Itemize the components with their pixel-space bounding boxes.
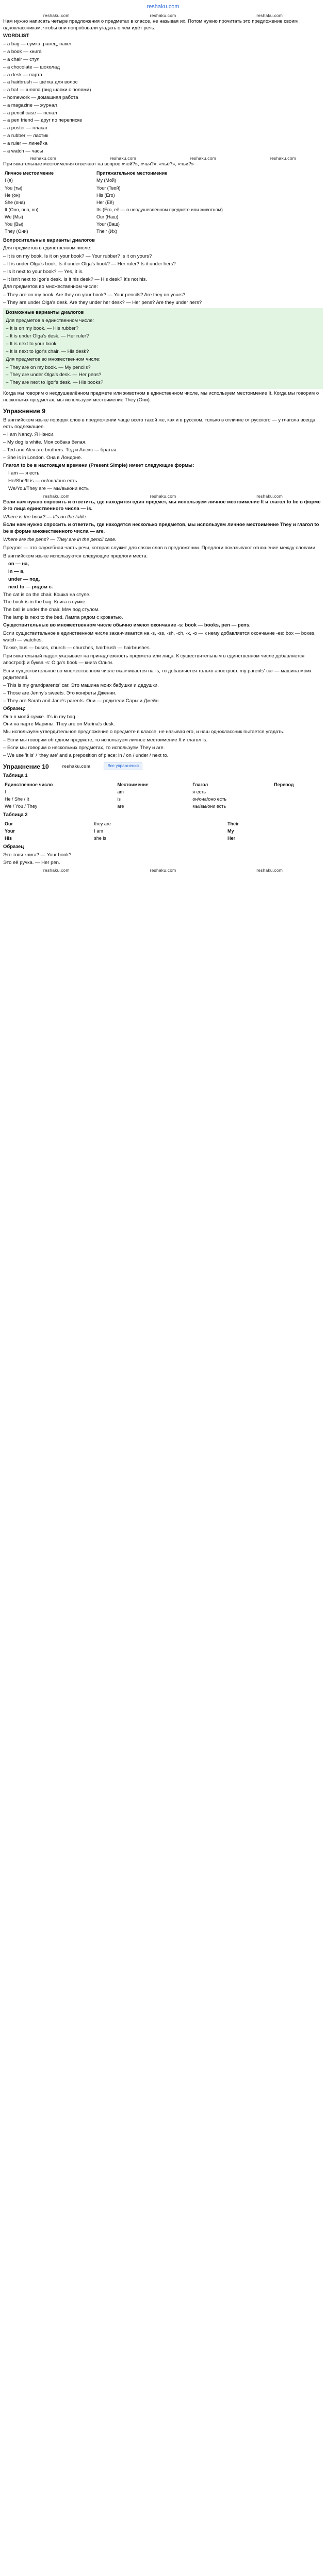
section-text: The ball is under the chair. Мяч под стулом.: [3, 607, 100, 613]
table-cell: Her: [227, 836, 235, 841]
table-cell: Личное местоимение: [5, 171, 54, 176]
section-text: Мы используем утвердительное предложение о предмете в классе, не называя его, и наш одноклассник пытается угадать.: [3, 729, 285, 735]
section-text: Образец:: [3, 705, 26, 711]
table-cell: Our: [5, 821, 13, 826]
table-cell: is: [117, 796, 121, 802]
possessives-intro: Притяжательные местоимения отвечают на вопрос «чей?», «чья?», «чьё?», «чьи?»: [3, 161, 194, 167]
section-text: Также, bus — buses, church — churches, hairbrush — hairbrushes.: [3, 645, 151, 651]
table-cell: Your: [5, 828, 15, 834]
section-text: The cat is on the chair. Кошка на стуле.: [3, 591, 91, 598]
example-line: – My dog is white. Моя собака белая.: [3, 439, 323, 446]
section-text: – They are Sarah and Jane's parents. Они — родители Сары и Джейн.: [3, 698, 323, 705]
table-heading: Таблица 1: [3, 772, 28, 778]
section-text: in — в,: [8, 569, 25, 575]
section-text: Притяжательный падеж указывает на принадлежность предмета или лица. К существительным в единственном числе добавляется апостроф и буква -s: Olga's book — книга Ольги.: [3, 653, 305, 666]
dialogue-line: – It is under Olga's desk. — Her ruler?: [6, 333, 320, 340]
form-line: He/She/It is — он/она/оно есть: [8, 478, 77, 484]
watermark: reshaku.com: [30, 156, 56, 161]
table-cell: Her (Её): [96, 199, 115, 205]
section-text: The lamp is next to the bed. Лампа рядом с кроватью.: [3, 615, 123, 621]
wordlist-item: – a hat — шляпа (вид шапки с полями): [3, 87, 323, 94]
section-text: Если нам нужно спросить и ответить, где находится один предмет, мы используем личное местоимение It и глагол to be в форме 3-го лица единственного числа — is.: [3, 499, 321, 512]
dialogue-line: – It is on my book. — His rubber?: [6, 326, 320, 332]
exercise-title: Упражнение 10: [3, 762, 49, 770]
table-cell: Глагол: [192, 782, 208, 787]
watermark: reshaku.com: [270, 156, 296, 161]
exercise-text: В английском языке порядок слов в предложении чаще всего такой же, как и в русском, только в отличие от русского — у глагола всегда есть подлежащее.: [3, 417, 316, 430]
section-text: Она в моей сумке. It's in my bag.: [3, 714, 77, 720]
table-row: [3, 795, 323, 803]
form-line: We/You/They are — мы/вы/они есть: [8, 486, 89, 492]
section-text: Если нам нужно спросить и ответить, где находятся несколько предметов, мы используем личное местоимение They и глагол to be в форме множественного числа — are.: [3, 522, 319, 535]
wordlist-item: – a rubber — ластик: [3, 133, 323, 140]
site-header[interactable]: reshaku.com: [146, 4, 180, 10]
watermark-row: [3, 13, 323, 19]
wordlist-item: – a pen friend — друг по переписке: [3, 117, 323, 124]
be-forms-table: [3, 781, 323, 810]
wordlist-item: – homework — домашняя работа: [3, 95, 323, 101]
possessives-table: [3, 170, 323, 235]
dialogue-line: – They are next to Igor's desk. — His books?: [6, 380, 320, 386]
table-cell: Our (Наш): [96, 214, 119, 220]
table-row: [3, 788, 323, 795]
table-cell: am: [117, 789, 124, 794]
section-text: В английском языке используются следующие предлоги места:: [3, 553, 148, 559]
table-cell: My (Мой): [96, 178, 117, 183]
section-text: next to — рядом с.: [8, 584, 53, 590]
exercise-title: Упражнение 9: [3, 407, 45, 415]
section-text: The book is in the bag. Книга в сумке.: [3, 599, 87, 605]
table-row: [3, 199, 323, 206]
table-cell: Your (Твой): [96, 185, 121, 191]
wordlist-heading: WORDLIST: [3, 33, 29, 39]
section-text: Они на парте Марины. They are on Marina's desk.: [3, 721, 115, 727]
table-cell: She (она): [5, 199, 25, 205]
section-text: Если существительное во множественном числе оканчивается на -s, то добавляется только апостроф: my parents' car — машина моих родителей.: [3, 668, 312, 681]
table-cell: His: [5, 836, 12, 841]
wordlist-item: – a chair — стул: [3, 57, 323, 63]
dialogue-line: – They are on my book. Are they on your book? — Your pencils? Are they on yours?: [3, 292, 323, 299]
table-cell: they are: [94, 821, 111, 826]
watermark: reshaku.com: [256, 12, 283, 18]
table-cell: Единственное число: [5, 782, 53, 787]
wordlist-item: – a hairbrush — щётка для волос: [3, 79, 323, 86]
table-cell: We (Мы): [5, 214, 23, 220]
table-row: [3, 192, 323, 199]
table-row: [3, 827, 323, 835]
section-text: on — на,: [8, 561, 29, 567]
table-cell: They (Они): [5, 229, 28, 234]
dialogue-line: – Is it next to your book? — Yes, it is.: [3, 269, 323, 276]
table-heading: Таблица 2: [3, 812, 28, 818]
table-cell: Местоимение: [117, 782, 149, 787]
table-row: [3, 206, 323, 213]
watermark-row: [3, 156, 323, 161]
table-cell: мы/вы/они есть: [192, 803, 226, 809]
table-row: [3, 228, 323, 235]
wordlist: [3, 41, 323, 155]
page: [0, 0, 326, 878]
watermark: reshaku.com: [256, 493, 283, 499]
table-cell: Its (Его, её — о неодушевлённом предмете или животном): [96, 207, 223, 212]
table-cell: she is: [94, 836, 106, 841]
table-row: [3, 835, 323, 842]
dialogue-line: – It is next to your book.: [6, 341, 320, 348]
table-cell: я есть: [192, 789, 206, 794]
section-text: Where is the book? — It's on the table.: [3, 514, 88, 520]
wordlist-item: – a book — книга: [3, 49, 323, 56]
watermark: reshaku.com: [150, 493, 176, 499]
form-line: I am — я есть: [8, 470, 40, 477]
dialogue-line: – It is on my book. Is it on your book? — Your rubber? Is it on yours?: [3, 253, 323, 260]
section-text: – Если мы говорим о нескольких предметах, то используем They и are.: [3, 745, 323, 752]
table-cell: Their (Их): [96, 229, 117, 234]
table-cell: I (я): [5, 178, 13, 183]
watermark: reshaku.com: [190, 156, 216, 161]
table-cell: Their: [227, 821, 239, 826]
example-line: – I am Nancy. Я Нэнси.: [3, 432, 323, 438]
example-line: Это твоя книга? — Your book?: [3, 852, 72, 858]
wordlist-item: – a desk — парта: [3, 72, 323, 79]
table-row: [3, 184, 323, 192]
table-row: [3, 170, 323, 177]
table-cell: He / She / It: [5, 796, 29, 802]
table-row: [3, 213, 323, 221]
watermark: reshaku.com: [43, 12, 70, 18]
table-cell: His (Его): [96, 192, 115, 198]
box-singular-heading: Для предметов в единственном числе:: [6, 317, 94, 324]
wordlist-item: – a watch — часы: [3, 148, 323, 155]
table-cell: I: [5, 789, 6, 794]
wordlist-item: – a pencil case — пенал: [3, 110, 323, 117]
section-text: – Those are Jenny's sweets. Это конфеты Дженни.: [3, 690, 323, 697]
watermark: reshaku.com: [150, 867, 176, 873]
table-cell: You (ты): [5, 185, 23, 191]
table-row: [3, 803, 323, 810]
possible-dialogues-box: [3, 308, 323, 389]
table-cell: Your (Ваш): [96, 222, 120, 227]
watermark: reshaku.com: [150, 12, 176, 18]
table-cell: Притяжательное местоимение: [96, 171, 168, 176]
section-text: Если существительное в единственном числе заканчивается на -s, -ss, -sh, -ch, -x, -o — к нему добавляется окончание -es: box — boxes, watch — watches.: [3, 630, 316, 643]
wordlist-item: – a magazine — журнал: [3, 103, 323, 109]
wordlist-item: – a ruler — линейка: [3, 141, 323, 147]
section-text: Предлог — это служебная часть речи, которая служит для связи слов в предложении. Предлоги показывают отношение между словами.: [3, 545, 317, 551]
table-cell: are: [117, 803, 124, 809]
all-exercises-link[interactable]: Все упражнения: [104, 762, 142, 770]
exercise-9-heading: [3, 407, 323, 415]
dialogue-line: – It is next to Igor's chair. — His desk?: [6, 349, 320, 355]
table-cell: You (Вы): [5, 222, 24, 227]
box-plural-heading: Для предметов во множественном числе:: [6, 356, 101, 362]
example-heading: Образец: [3, 844, 24, 850]
possessive-match-table: [3, 820, 323, 842]
table-cell: He (он): [5, 192, 20, 198]
dialogue-line: – They are under Olga's desk. — Her pens?: [6, 372, 320, 379]
section-text: – We use 'it is' / 'they are' and a preposition of place: in / on / under / next to.: [3, 753, 323, 759]
section-text: – Если мы говорим об одном предмете, то используем личное местоимение It и глагол is.: [3, 737, 323, 744]
example-line: – Ted and Alex are brothers. Тед и Алекс — братья.: [3, 447, 323, 454]
box-heading: Возможные варианты диалогов: [6, 309, 84, 315]
section-text: Существительные во множественном числе обычно имеют окончание -s: book — books, pen — pens.: [3, 622, 251, 628]
questions-heading: Вопросительные варианты диалогов: [3, 237, 95, 243]
table-cell: Перевод: [274, 782, 294, 787]
intro-text: Нам нужно написать четыре предложения о предметах в классе, не называя их. Потом нужно прочитать это предложение своим одноклассникам, чтобы они попробовали угадать о чём идёт речь.: [3, 18, 298, 31]
table-cell: It (Оно, она, он): [5, 207, 39, 212]
questions-singular-heading: Для предметов в единственном числе:: [3, 245, 92, 251]
dialogue-line: – It is under Olga's book. Is it under Olga's book? — Her ruler? Is it under hers?: [3, 261, 323, 268]
watermark-row: [3, 494, 323, 499]
table-row: [3, 221, 323, 228]
section-text: Where are the pens? — They are in the pencil case.: [3, 536, 117, 543]
table-row: [3, 781, 323, 788]
dialogue-line: – They are on my book. — My pencils?: [6, 365, 320, 371]
table-cell: We / You / They: [5, 803, 38, 809]
table-cell: My: [227, 828, 234, 834]
questions-plural-heading: Для предметов во множественном числе:: [3, 284, 98, 290]
table-cell: он/она/оно есть: [192, 796, 227, 802]
watermark-row: [3, 868, 323, 873]
table-row: [3, 820, 323, 827]
grammar-sections: [3, 499, 323, 759]
dialogue-line: – They are under Olga's desk. Are they under her desk? — Her pens? Are they under hers?: [3, 300, 323, 307]
section-text: – This is my grandparents' car. Это машина моих бабушки и дедушки.: [3, 683, 323, 689]
wordlist-item: – a chocolate — шоколад: [3, 64, 323, 71]
watermark: reshaku.com: [256, 867, 283, 873]
example-line: – She is in London. Она в Лондоне.: [3, 455, 323, 462]
rule-heading: Глагол to be в настоящем времени (Present Simple) имеет следующие формы:: [3, 462, 194, 468]
section-text: under — под,: [8, 577, 40, 583]
wordlist-item: – a poster — плакат: [3, 125, 323, 132]
watermark: reshaku.com: [110, 156, 136, 161]
watermark: reshaku.com: [43, 867, 70, 873]
wordlist-item: – a bag — сумка, ранец, пакет: [3, 41, 323, 48]
table-row: [3, 177, 323, 184]
example-line: Это её ручка. — Her pen.: [3, 859, 60, 866]
watermark: reshaku.com: [43, 493, 70, 499]
watermark: reshaku.com: [62, 763, 91, 769]
nouns-note: Когда мы говорим о неодушевлённом предмете или животном в единственном числе, мы используем местоимение It. Когда мы говорим о нескольких предметах, мы используем местоимение They (Они).: [3, 390, 319, 403]
table-cell: I am: [94, 828, 103, 834]
exercise-10-heading: [3, 762, 323, 771]
dialogue-line: – It isn't next to Igor's desk. Is it his desk? — His desk? It's not his.: [3, 277, 323, 283]
